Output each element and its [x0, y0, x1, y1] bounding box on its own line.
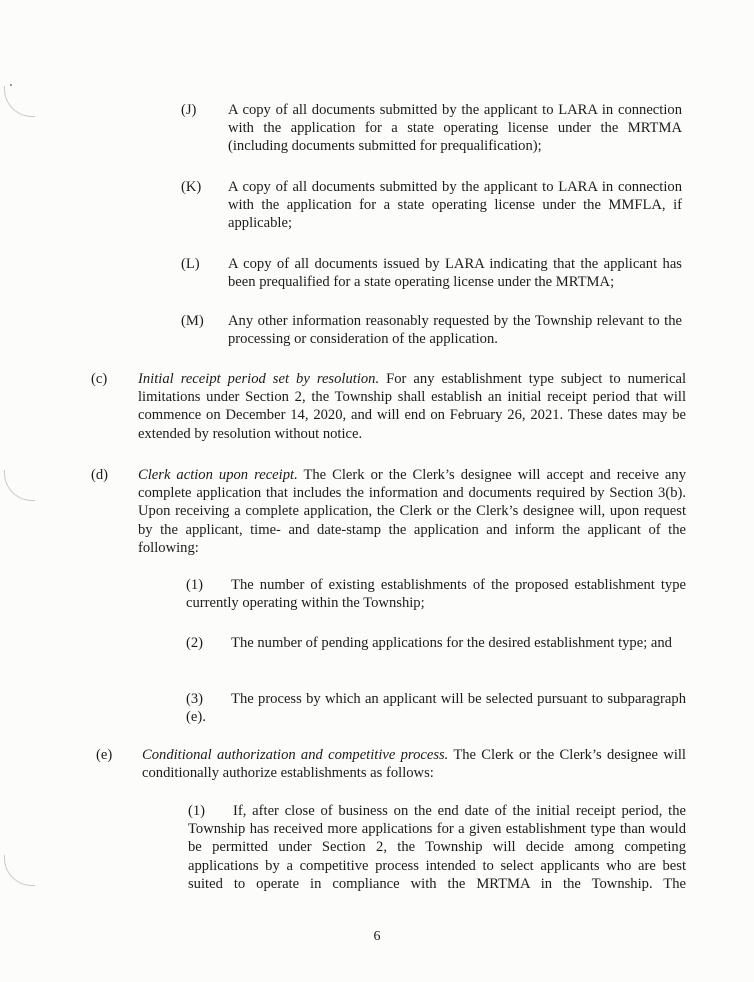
section-marker-c: (c): [91, 371, 108, 387]
subitem-e-1: [188, 802, 686, 893]
subitem-text: The number of pending applications for the desired establishment type; and: [231, 635, 672, 651]
item-text-m: Any other information reasonably requested by the Township relevant to the processing or consideration of the application.: [228, 313, 682, 348]
item-marker-j: (J): [181, 102, 197, 118]
section-marker-e: (e): [96, 747, 113, 763]
item-marker-l: (L): [181, 256, 200, 272]
section-paragraph-e: [142, 746, 686, 782]
section-paragraph-d: [138, 466, 686, 557]
subitem-d-3: [186, 690, 686, 726]
scan-speck: [10, 84, 12, 86]
section-paragraph-c: [138, 370, 686, 443]
subitem-text: If, after close of business on the end date of the initial receipt period, the Township has received more applications for a given establishment type than would be permitted under Section 2, the Township will decide among competing applications by a competitive process intended to select applicants who are best suited to operate in compliance with the MRTMA in the Township. The: [188, 803, 686, 892]
section-heading-e: Conditional authorization and competitive process.: [142, 747, 449, 763]
item-text-k: A copy of all documents submitted by the applicant to LARA in connection with the application for a state operating license under the MMFLA, if applicable;: [228, 179, 682, 232]
punch-hole-mark: [4, 86, 35, 117]
subitem-marker: (1): [188, 803, 206, 819]
item-text-j: A copy of all documents submitted by the applicant to LARA in connection with the application for a state operating license under the MRTMA (including documents submitted for prequalification);: [228, 102, 682, 155]
section-body-d: The Clerk or the Clerk’s designee will accept and receive any complete application that includes the information and documents required by Section 3(b). Upon receiving a complete application, the Clerk or the Clerk’s designee will, upon request by the applicant, time- and date-stamp the application and inform the applicant of the following:: [138, 467, 686, 556]
subitem-marker: (1): [186, 577, 204, 593]
item-text-l: A copy of all documents issued by LARA indicating that the applicant has been prequalified for a state operating license under the MRTMA;: [228, 256, 682, 291]
subitem-d-1: [186, 576, 686, 612]
punch-hole-mark: [4, 855, 35, 886]
section-body-e: The Clerk or the Clerk’s designee will conditionally authorize establishments as follows:: [142, 747, 686, 782]
item-marker-m: (M): [181, 313, 204, 329]
page-number: 6: [373, 929, 381, 944]
subitem-marker: (2): [186, 635, 204, 651]
punch-hole-mark: [4, 470, 35, 501]
subitem-text: The number of existing establishments of the proposed establishment type currently operating within the Township;: [186, 577, 686, 612]
section-heading-c: Initial receipt period set by resolution.: [138, 371, 380, 387]
subitem-text: The process by which an applicant will be selected pursuant to subparagraph (e).: [186, 691, 686, 726]
item-marker-k: (K): [181, 179, 202, 195]
subitem-marker: (3): [186, 691, 204, 707]
section-heading-d: Clerk action upon receipt.: [138, 467, 298, 483]
section-body-c: For any establishment type subject to numerical limitations under Section 2, the Township shall establish an initial receipt period that will commence on December 14, 2020, and will end on February 26, 2021. These dates may be extended by resolution without notice.: [138, 371, 686, 442]
section-marker-d: (d): [91, 467, 109, 483]
subitem-d-2: [186, 634, 686, 652]
